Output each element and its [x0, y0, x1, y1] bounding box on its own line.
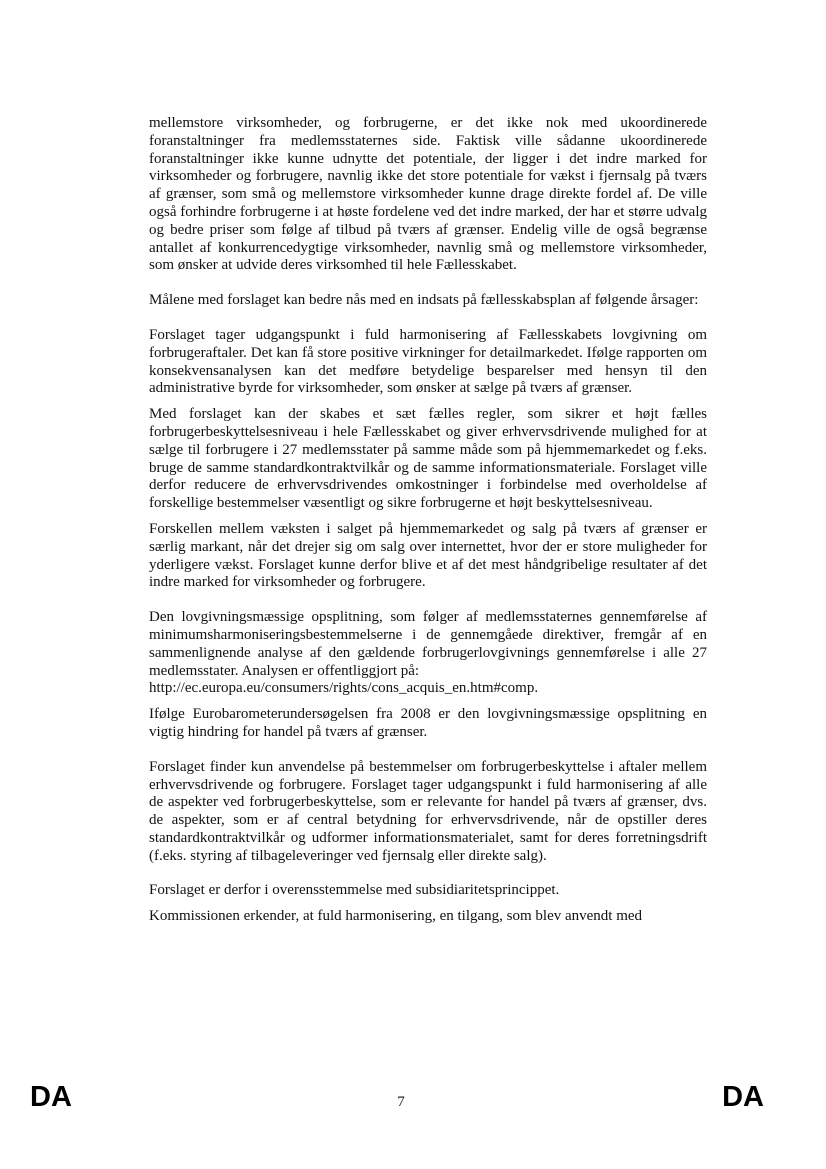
- paragraph-fragmentation-text: Den lovgivningsmæssige opsplitning, som følger af medlemsstaternes gennemførelse af minimumsharmoniseringsbestemmelserne i de gennemgåede direktiver, fremgår af en sammenlignende analyse af den gældende forbrugerlovgivnings gennemførelse i alle 27 medlemsstater. Analysen er offentliggjort på:: [149, 609, 707, 679]
- paragraph-fragmentation: [149, 609, 707, 698]
- paragraph-sme-benefits: mellemstore virksomheder, og forbrugerne, er det ikke nok med ukoordinerede foranstaltninger fra medlemsstaternes side. Faktisk ville sådanne ukoordinerede foranstaltninger ikke kunne udnytte det potentiale, der ligger i det indre marked for virksomheder og forbrugere, navnlig ikke det store potentiale for vækst i fjernsalg på tværs af grænser, som små og mellemstore virksomheder kunne drage direkte fordel af. De ville også forhindre forbrugerne i at høste fordelene ved det indre marked, der har et større udvalg og bedre priser som følge af tilbud på tværs af grænser. Endelig ville de også begrænse antallet af konkurrencedygtige virksomheder, navnlig små og mellemstore virksomheder, som ønsker at udvide deres virksomhed til hele Fællesskabet.: [149, 115, 707, 274]
- paragraph-growth-difference: Forskellen mellem væksten i salget på hjemmemarkedet og salg på tværs af grænser er særlig markant, når det drejer sig om salg over internettet, hvor der er store muligheder for yderligere vækst. Forslaget kunne derfor blive et af det mest håndgribelige resultater af det indre marked for virksomheder og forbrugere.: [149, 520, 707, 591]
- language-code-left: DA: [30, 1081, 72, 1113]
- page-number: 7: [397, 1094, 405, 1110]
- paragraph-subsidiarity: Forslaget er derfor i overensstemmelse med subsidiaritetsprincippet.: [149, 882, 560, 899]
- paragraph-eurobarometer: Ifølge Eurobarometerundersøgelsen fra 2008 er den lovgivningsmæssige opsplitning en vigtig hindring for handel på tværs af grænser.: [149, 706, 707, 740]
- paragraph-aims-intro: Målene med forslaget kan bedre nås med en indsats på fællesskabsplan af følgende årsager:: [149, 292, 699, 309]
- paragraph-common-rules: Med forslaget kan der skabes et sæt fælles regler, som sikrer et højt fælles forbrugerbeskyttelsesniveau i hele Fællesskabet og giver erhvervsdrivende mulighed for at sælge til forbrugere i 27 medlemsstater på samme måde som på hjemmemarkedet og f.eks. bruge de samme standardkontraktvilkår og de samme informationsmateriale. Forslaget ville derfor reducere de erhvervsdrivendes omkostninger i forbindelse med overholdelse af forskellige bestemmelser væsentligt og sikre forbrugerne et højt beskyttelsesniveau.: [149, 406, 707, 512]
- paragraph-full-harmonisation: Forslaget tager udgangspunkt i fuld harmonisering af Fællesskabets lovgivning om forbrugeraftaler. Det kan få store positive virkninger for detailmarkedet. Ifølge rapporten om konsekvensanalysen kan det medføre betydelige besparelser med hensyn til den administrative byrde for virksomheder, som ønsker at sælge på tværs af grænser.: [149, 326, 707, 397]
- paragraph-scope: Forslaget finder kun anvendelse på bestemmelser om forbrugerbeskyttelse i aftaler mellem erhvervsdrivende og forbrugere. Forslaget tager udgangspunkt i fuld harmonisering af alle de aspekter ved forbrugerbeskyttelse, som er relevante for handel på tværs af grænser, dvs. de aspekter, som er af central betydning for erhvervsdrivende, når de opstiller deres standardkontraktvilkår og udformer informationsmaterialet, samt for deres forretningsdrift (f.eks. styring af tilbageleveringer ved fjernsalg eller direkte salg).: [149, 758, 707, 864]
- document-body: [149, 115, 707, 926]
- consumer-acquis-link[interactable]: http://ec.europa.eu/consumers/rights/cons_acquis_en.htm#comp.: [149, 680, 539, 697]
- paragraph-commission: Kommissionen erkender, at fuld harmonisering, en tilgang, som blev anvendt med: [149, 908, 643, 925]
- language-code-right: DA: [722, 1081, 764, 1113]
